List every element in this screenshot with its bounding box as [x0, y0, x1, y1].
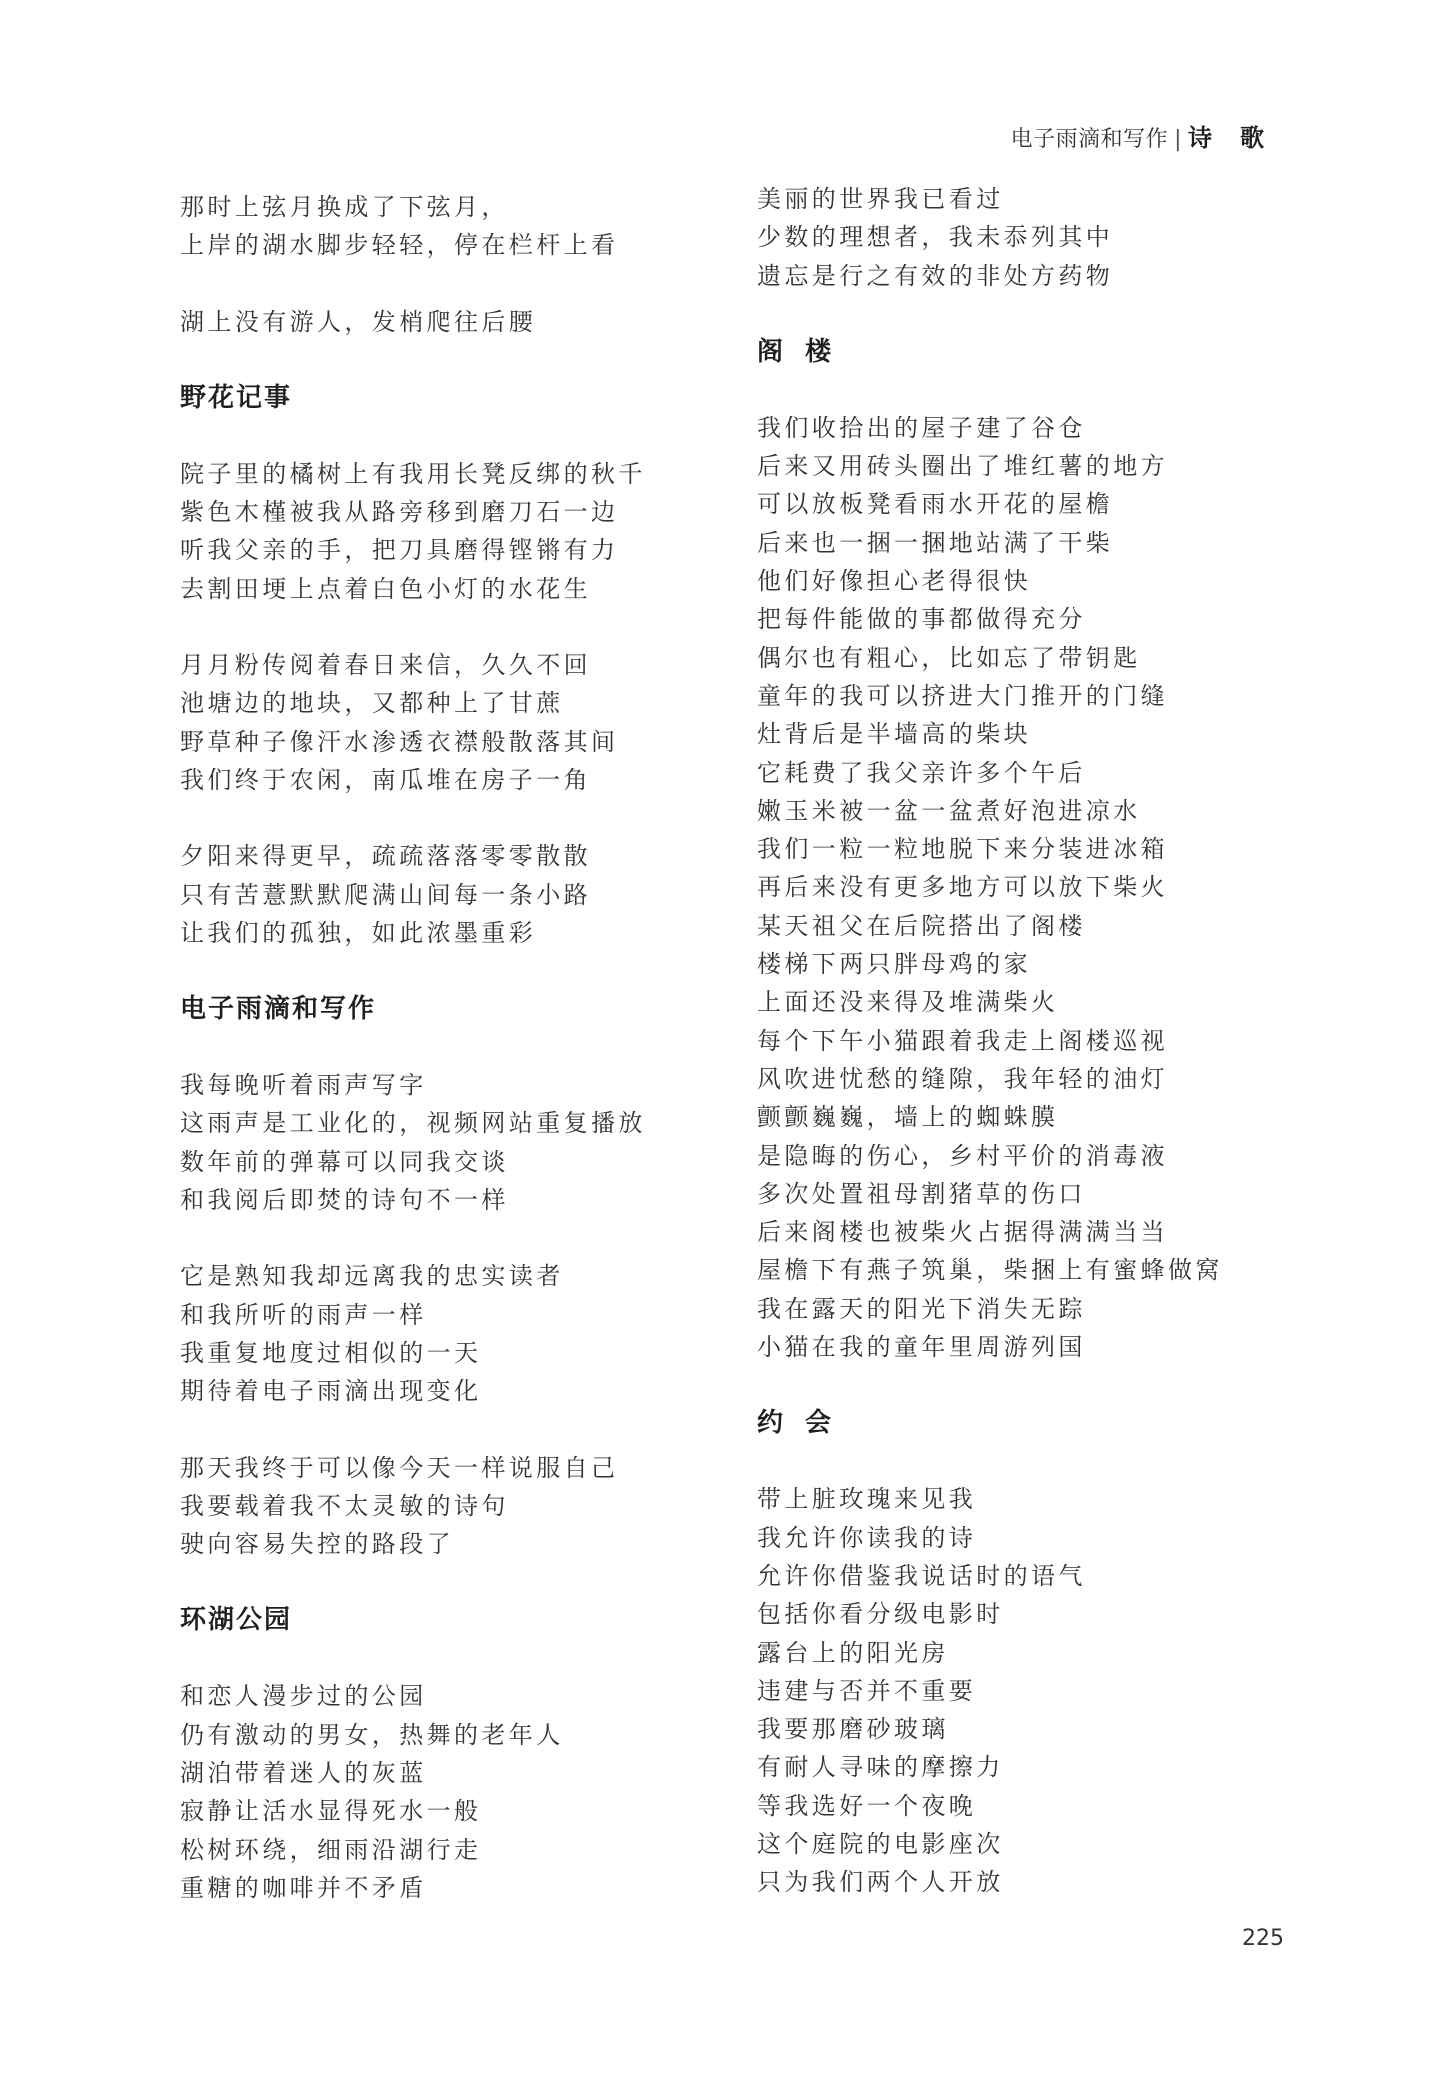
poem-line: 数年前的弹幕可以同我交谈: [180, 1147, 509, 1176]
poem-line: 夕阳来得更早，疏疏落落零零散散: [180, 842, 591, 871]
poem-line: 嫩玉米被一盆一盆煮好泡进凉水: [757, 796, 1141, 825]
poem-title: 环湖公园: [180, 1605, 293, 1636]
poem-line: 听我父亲的手，把刀具磨得铿锵有力: [180, 536, 619, 565]
poem-line: 楼梯下两只胖母鸡的家: [757, 950, 1031, 979]
poem-line: 后来又用砖头圈出了堆红薯的地方: [757, 452, 1168, 481]
poem-line: 屋檐下有燕子筑巢，柴捆上有蜜蜂做窝: [757, 1256, 1223, 1285]
poem-line: 多次处置祖母割猪草的伤口: [757, 1179, 1086, 1208]
poem-line: 它是熟知我却远离我的忠实读者: [180, 1262, 564, 1291]
poem-line: 只有苦薏默默爬满山间每一条小路: [180, 880, 591, 909]
stanza: [757, 180, 1317, 295]
poem-line: 包括你看分级电影时: [757, 1600, 1004, 1629]
poem-line: 紫色木槿被我从路旁移到磨刀石一边: [180, 498, 619, 527]
poem-line: 重糖的咖啡并不矛盾: [180, 1873, 427, 1902]
poem-line: 美丽的世界我已看过: [757, 185, 1004, 213]
poem-line: 那天我终于可以像今天一样说服自己: [180, 1453, 619, 1482]
poem-line: 和我所听的雨声一样: [180, 1300, 427, 1329]
poem-line: 它耗费了我父亲许多个午后: [757, 758, 1086, 787]
poem-line: 我们收拾出的屋子建了谷仓: [757, 413, 1086, 442]
poem-line: 月月粉传阅着春日来信，久久不回: [180, 651, 591, 680]
poem-line: 少数的理想者，我未忝列其中: [757, 223, 1114, 252]
poem-line: 去割田埂上点着白色小灯的水花生: [180, 574, 591, 603]
stanza: [180, 1257, 740, 1410]
page-number: 225: [1242, 1926, 1284, 1951]
poem-line: 我在露天的阳光下消失无踪: [757, 1294, 1086, 1323]
poem-line: 这雨声是工业化的，视频网站重复播放: [180, 1109, 646, 1138]
poem-line: 灶背后是半墙高的柴块: [757, 720, 1031, 749]
poem-line: 带上脏玫瑰来见我: [757, 1485, 977, 1514]
poem-line: 可以放板凳看雨水开花的屋檐: [757, 490, 1114, 519]
poem-line: 院子里的橘树上有我用长凳反绑的秋千: [180, 459, 646, 488]
poem-line: 上面还没来得及堆满柴火: [757, 988, 1059, 1017]
poem-line: 我要载着我不太灵敏的诗句: [180, 1491, 509, 1520]
poem-line: 仍有激动的男女，热舞的老年人: [180, 1720, 564, 1749]
running-header-title: 电子雨滴和写作: [1010, 127, 1169, 152]
poem-title: 电子雨滴和写作: [180, 994, 377, 1025]
poem-line: 我每晚听着雨声写字: [180, 1071, 427, 1100]
poem-line: 松树环绕，细雨沿湖行走: [180, 1835, 482, 1864]
poem-line: 野草种子像汗水渗透衣襟般散落其间: [180, 727, 619, 756]
stanza: [180, 837, 740, 952]
poem-line: 我允许你读我的诗: [757, 1523, 977, 1552]
poem-line: 后来也一捆一捆地站满了干柴: [757, 528, 1114, 557]
poem-line: 遗忘是行之有效的非处方药物: [757, 261, 1114, 290]
poem-line: 后来阁楼也被柴火占据得满满当当: [757, 1218, 1168, 1247]
poem-line: 小猫在我的童年里周游列国: [757, 1333, 1086, 1362]
poem-line: 这个庭院的电影座次: [757, 1829, 1004, 1858]
stanza: [180, 188, 740, 265]
poem-line: 童年的我可以挤进大门推开的门缝: [757, 681, 1168, 710]
poem-line: 驶向容易失控的路段了: [180, 1530, 454, 1559]
left-column: [180, 180, 740, 1945]
poem-line: 寂静让活水显得死水一般: [180, 1797, 482, 1826]
poem-line: 每个下午小猫跟着我走上阁楼巡视: [757, 1026, 1168, 1055]
poem-line: 风吹进忧愁的缝隙，我年轻的油灯: [757, 1064, 1168, 1093]
stanza: [757, 409, 1317, 1366]
stanza: [180, 646, 740, 799]
poem-line: 湖上没有游人，发梢爬往后腰: [180, 307, 537, 336]
poem-line: 和我阅后即焚的诗句不一样: [180, 1186, 509, 1215]
poem-line: 我们终于农闲，南瓜堆在房子一角: [180, 765, 591, 794]
poem-line: 允许你借鉴我说话时的语气: [757, 1561, 1086, 1590]
running-header-separator: |: [1174, 127, 1182, 152]
poem-line: 把每件能做的事都做得充分: [757, 605, 1086, 634]
poem-title: 约会: [757, 1408, 854, 1439]
poem-line: 某天祖父在后院搭出了阁楼: [757, 911, 1086, 940]
poem-line: 有耐人寻味的摩擦力: [757, 1753, 1004, 1782]
poem-line: 他们好像担心老得很快: [757, 567, 1031, 596]
poem-line: 等我选好一个夜晚: [757, 1791, 977, 1820]
poem-title: 阁楼: [757, 336, 854, 367]
poem-line: 只为我们两个人开放: [757, 1868, 1004, 1897]
poem-line: 湖泊带着迷人的灰蓝: [180, 1759, 427, 1788]
stanza: [757, 1480, 1317, 1901]
poem-line: 偶尔也有粗心，比如忘了带钥匙: [757, 643, 1141, 672]
poem-line: 违建与否并不重要: [757, 1676, 977, 1705]
poem-line: 上岸的湖水脚步轻轻，停在栏杆上看: [180, 231, 619, 260]
stanza: [180, 455, 740, 608]
poem-line: 我要那磨砂玻璃: [757, 1715, 949, 1744]
poem-line: 期待着电子雨滴出现变化: [180, 1377, 482, 1406]
poem-line: 和恋人漫步过的公园: [180, 1682, 427, 1711]
stanza: [180, 1677, 740, 1907]
poem-title: 野花记事: [180, 382, 293, 413]
poem-line: 池塘边的地块，又都种上了甘蔗: [180, 689, 564, 718]
poem-line: 我重复地度过相似的一天: [180, 1338, 482, 1367]
poem-line: 露台上的阳光房: [757, 1638, 949, 1667]
running-header-section: 诗歌: [1188, 124, 1292, 152]
stanza: [180, 1449, 740, 1564]
stanza: [180, 1066, 740, 1219]
right-column: [757, 180, 1317, 1940]
poem-line: 是隐晦的伤心，乡村平价的消毒液: [757, 1141, 1168, 1170]
poem-line: 那时上弦月换成了下弦月，: [180, 193, 509, 221]
stanza: [180, 303, 740, 341]
running-header: [1011, 118, 1292, 153]
poem-line: 颤颤巍巍，墙上的蜘蛛膜: [757, 1103, 1059, 1132]
poem-line: 让我们的孤独，如此浓墨重彩: [180, 918, 537, 947]
poem-line: 我们一粒一粒地脱下来分装进冰箱: [757, 835, 1168, 864]
poem-line: 再后来没有更多地方可以放下柴火: [757, 873, 1168, 902]
